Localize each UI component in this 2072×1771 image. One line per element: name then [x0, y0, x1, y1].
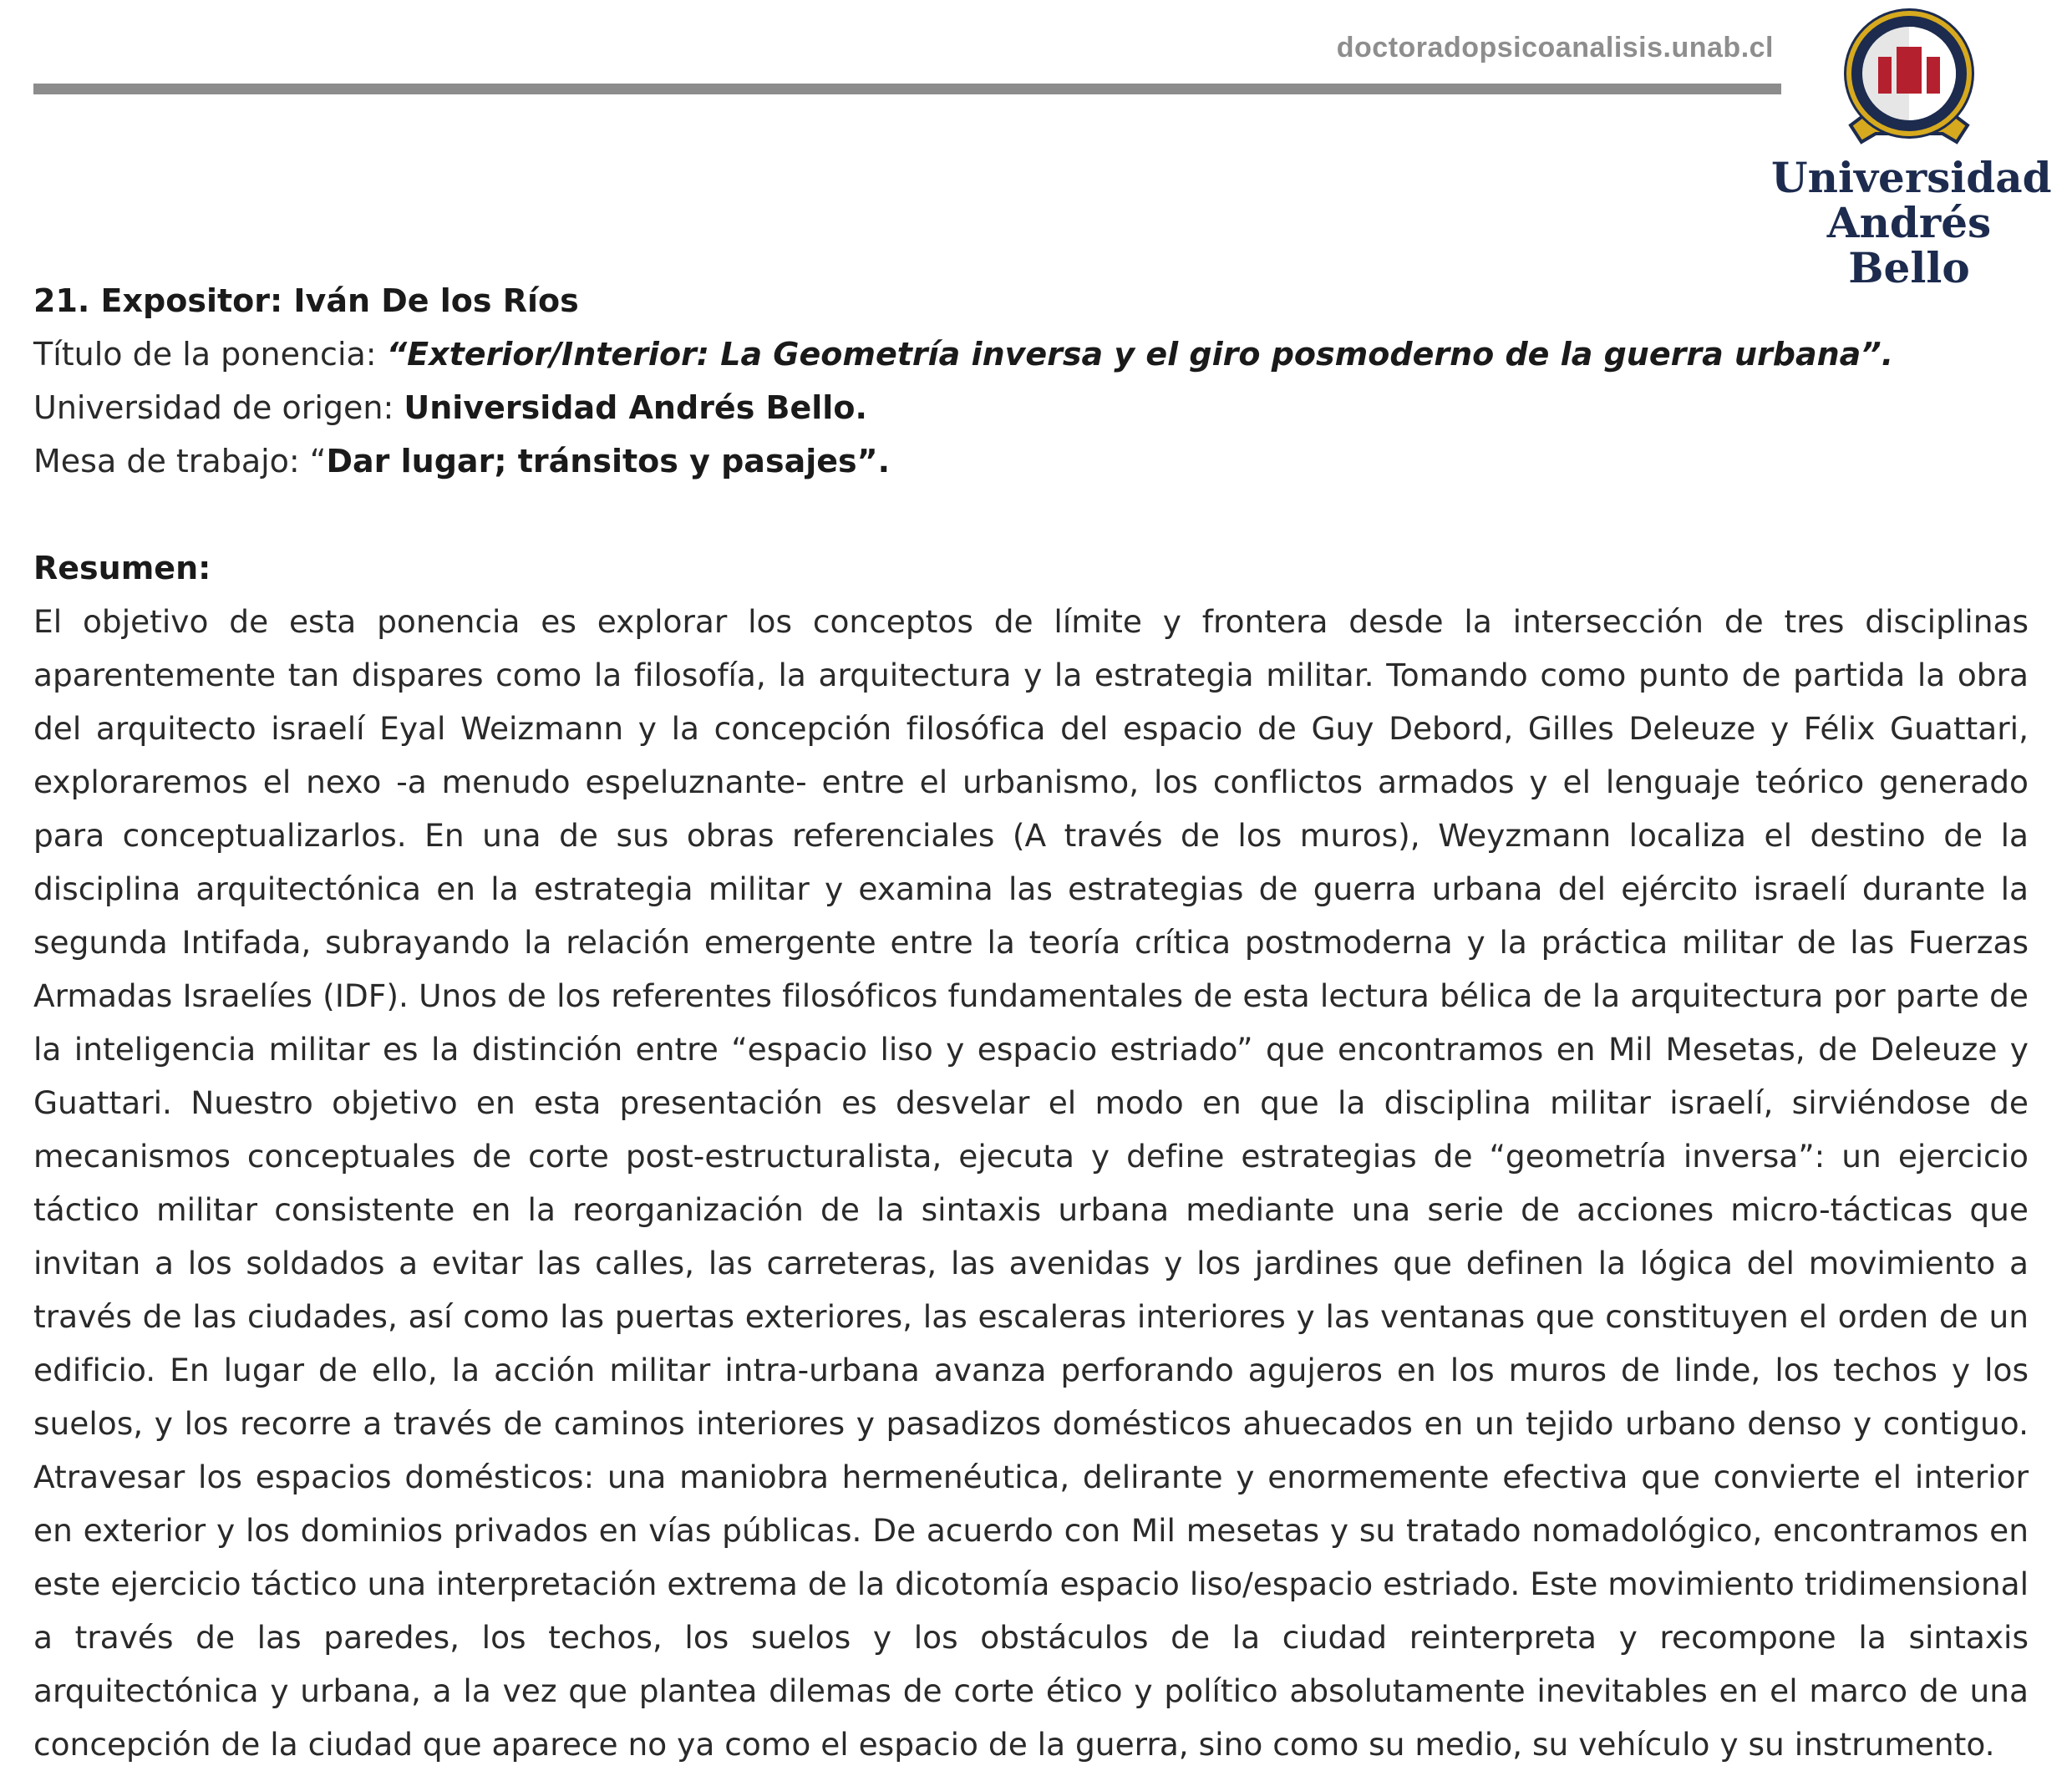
university-logo	[1771, 0, 2052, 292]
work-table-row	[33, 434, 2029, 488]
talk-title-value: “Exterior/Interior: La Geometría inversa y el giro posmoderno de la guerra urbana”.	[386, 336, 1894, 373]
university-row	[33, 381, 2029, 434]
summary-paragraph: El objetivo de esta ponencia es explorar los conceptos de límite y frontera desde la intersección de tres disciplinas aparentemente tan dispares como la filosofía, la arquitectura y la estrategia militar. Tomando como punto de partida la obra del arquitecto israelí Eyal Weizmann y la concepción filosófica del espacio de Guy Debord, Gilles Deleuze y Félix Guattari, exploraremos el nexo -a menudo espeluznante- entre el urbanismo, los conflictos armados y el lenguaje teórico generado para conceptualizarlos. En una de sus obras referenciales (A través de los muros), Weyzmann localiza el destino de la disciplina arquitectónica en la estrategia militar y examina las estrategias de guerra urbana del ejército israelí durante la segunda Intifada, subrayando la relación emergente entre la teoría crítica postmoderna y la práctica militar de las Fuerzas Armadas Israelíes (IDF). Unos de los referentes filosóficos fundamentales de esta lectura bélica de la arquitectura por parte de la inteligencia militar es la distinción entre “espacio liso y espacio estriado” que encontramos en Mil Mesetas, de Deleuze y Guattari. Nuestro objetivo en esta presentación es desvelar el modo en que la disciplina militar israelí, sirviéndose de mecanismos conceptuales de corte post-estructuralista, ejecuta y define estrategias de “geometría inversa”: un ejercicio táctico militar consistente en la reorganización de la sintaxis urbana mediante una serie de acciones micro-tácticas que invitan a los soldados a evitar las calles, las carreteras, las avenidas y los jardines que definen la lógica del movimiento a través de las ciudades, así como las puertas exteriores, las escaleras interiores y las ventanas que constituyen el orden de un edificio. En lugar de ello, la acción militar intra-urbana avanza perforando agujeros en los muros de linde, los techos y los suelos, y los recorre a través de caminos interiores y pasadizos domésticos ahuecados en un tejido urbano denso y contiguo. Atravesar los espacios domésticos: una maniobra hermenéutica, delirante y enormemente efectiva que convierte el interior en exterior y los dominios privados en vías públicas. De acuerdo con Mil mesetas y su tratado nomadológico, encontramos en este ejercicio táctico una interpretación extrema de la dicotomía espacio liso/espacio estriado. Este movimiento tridimensional a través de las paredes, los techos, los suelos y los obstáculos de la ciudad reinterpreta y recompone la sintaxis arquitectónica y urbana, a la vez que plantea dilemas de corte ético y político absolutamente inevitables en el marco de una concepción de la ciudad que aparece no ya como el espacio de la guerra, sino como su medio, su vehículo y su instrumento.	[33, 603, 2029, 1763]
summary-heading: Resumen:	[33, 550, 211, 586]
work-table-label: Mesa de trabajo: “	[33, 443, 327, 480]
logo-text-line1: Universidad	[1771, 153, 2052, 202]
talk-title-label: Título de la ponencia:	[33, 336, 387, 373]
university-label: Universidad de origen:	[33, 389, 404, 426]
logo-text-line2: Andrés Bello	[1826, 198, 1992, 292]
document-body	[33, 274, 2029, 1771]
university-value: Universidad Andrés Bello.	[404, 389, 867, 426]
talk-title-row	[33, 327, 2029, 381]
work-table-value: Dar lugar; tránsitos y pasajes”.	[326, 443, 891, 480]
speaker-heading: 21. Expositor: Iván De los Ríos	[33, 282, 579, 319]
spacer	[33, 488, 2029, 541]
header-divider	[33, 84, 1781, 94]
site-url-link[interactable]: doctoradopsicoanalisis.unab.cl	[1336, 32, 1774, 63]
university-crest-icon	[1771, 0, 2047, 150]
